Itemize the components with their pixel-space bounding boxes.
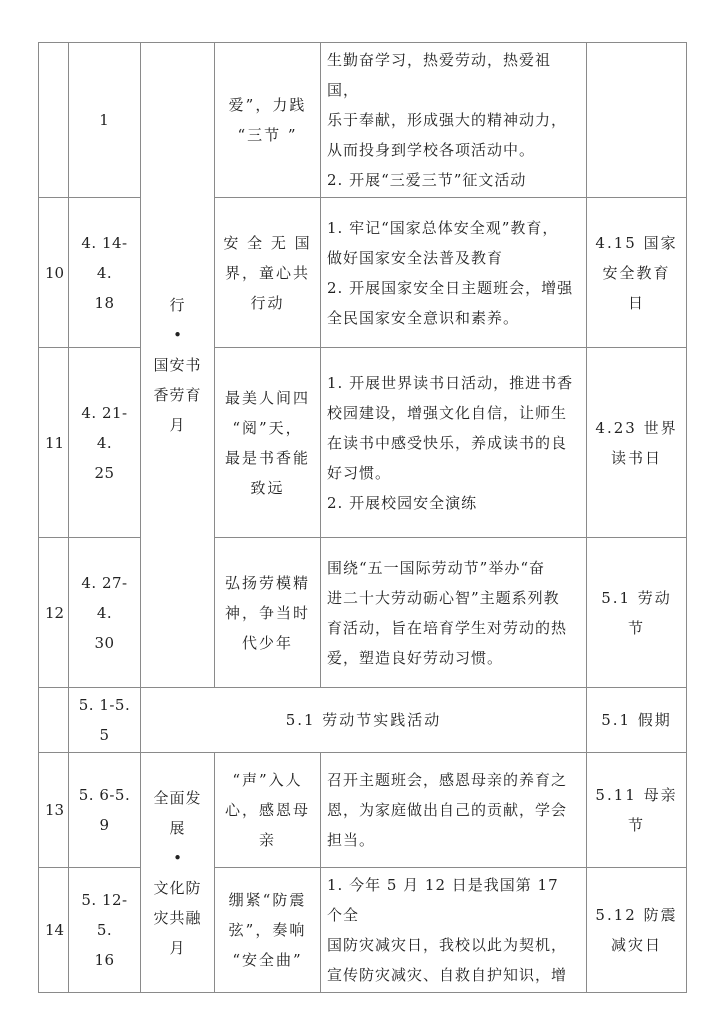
date-text: 5. 1-5. 5	[78, 696, 131, 744]
theme-text: 月	[169, 938, 186, 957]
date-cell	[69, 198, 141, 348]
content-cell	[321, 348, 587, 538]
table-row	[39, 538, 687, 688]
activity-cell	[215, 753, 321, 868]
theme-text: 月	[169, 416, 186, 434]
content-cell	[321, 43, 587, 198]
festival-cell	[587, 43, 687, 198]
festival-cell	[587, 538, 687, 688]
activity-text: 5.1 劳动节实践活动	[285, 711, 442, 729]
activity-text: 弦”，奏响	[228, 921, 307, 939]
content-text: 2. 开展校园安全演练	[327, 493, 478, 512]
activity-text: 弘扬劳模精	[224, 573, 310, 592]
date-text: 5. 6-5. 9	[78, 786, 131, 834]
theme-text: 文化防	[153, 878, 202, 897]
content-text: 1. 牢记“国家总体安全观”教育，	[327, 218, 559, 237]
festival-text: 4.15 国家	[595, 233, 678, 252]
theme-text: 灾共融	[153, 908, 202, 927]
date-text: 4. 27-4.	[81, 573, 128, 622]
table-row	[39, 198, 687, 348]
content-text: 1. 开展世界读书日活动，推进书香	[327, 373, 574, 392]
activity-text: 最美人间四	[224, 388, 310, 407]
theme-text: 全面发	[153, 788, 202, 807]
theme-dot: •	[173, 326, 182, 344]
content-cell	[321, 868, 587, 993]
content-text: 担当。	[327, 831, 376, 849]
date-text: 18	[94, 293, 115, 312]
activity-text: 致远	[250, 478, 285, 497]
activity-text: “声”入人	[232, 771, 303, 789]
theme-dot: •	[173, 848, 182, 867]
week-number: 13	[39, 753, 69, 868]
table-row	[39, 688, 687, 753]
festival-cell	[587, 348, 687, 538]
date-text: 4. 14-4.	[81, 233, 128, 282]
content-text: 2. 开展“三爱三节”征文活动	[327, 171, 527, 189]
week-cell	[39, 43, 69, 198]
content-text: 围绕“五一国际劳动节”举办“奋	[327, 558, 546, 577]
week-cell	[39, 688, 69, 753]
content-text: 国防灾减灾日，我校以此为契机，	[327, 936, 568, 954]
content-text: 宣传防灾减灾、自救自护知识，增	[327, 966, 568, 984]
content-text: 做好国家安全法普及教育	[327, 248, 504, 267]
activity-text: 心，感恩母	[224, 801, 310, 819]
festival-text: 读书日	[610, 448, 662, 467]
content-text: 乐于奉献，形成强大的精神动力，	[327, 111, 568, 129]
date-cell	[69, 868, 141, 993]
content-text: 1. 今年 5 月 12 日是我国第 17 个全	[327, 876, 559, 924]
content-cell	[321, 753, 587, 868]
content-cell	[321, 538, 587, 688]
festival-cell	[587, 198, 687, 348]
date-text: 30	[94, 633, 115, 652]
date-cell	[69, 348, 141, 538]
theme-text: 行	[169, 296, 186, 314]
content-text: 恩，为家庭做出自己的贡献，学会	[327, 801, 568, 819]
content-text: 进二十大劳动砺心智”主题系列教	[327, 588, 560, 607]
activity-text: 界，童心共	[224, 263, 310, 282]
content-text: 从而投身到学校各项活动中。	[327, 141, 536, 159]
festival-cell	[587, 868, 687, 993]
week-number: 12	[39, 538, 69, 688]
holiday-activity-cell	[141, 688, 587, 753]
content-text: 2. 开展国家安全日主题班会，增强	[327, 278, 574, 297]
week-number: 10	[39, 198, 69, 348]
festival-text: 日	[627, 293, 645, 312]
school-calendar-table	[38, 42, 687, 993]
festival-text: 5.1 假期	[601, 711, 672, 729]
activity-text: 绷紧“防震	[228, 891, 307, 909]
activity-cell	[215, 868, 321, 993]
table-row	[39, 348, 687, 538]
content-text: 生勤奋学习，热爱劳动，热爱祖国，	[327, 51, 552, 99]
theme-text: 香劳育	[153, 386, 202, 404]
activity-text: “安全曲”	[232, 951, 303, 969]
activity-text: 爱”，力践	[228, 96, 307, 114]
festival-text: 减灾日	[610, 936, 662, 954]
content-text: 召开主题班会，感恩母亲的养育之	[327, 771, 568, 789]
activity-cell	[215, 538, 321, 688]
table-row	[39, 753, 687, 868]
activity-text: 最是书香能	[224, 448, 310, 467]
date-cell	[69, 688, 141, 753]
date-text: 25	[94, 463, 115, 482]
week-number-cell	[69, 43, 141, 198]
activity-cell	[215, 43, 321, 198]
festival-text: 5.12 防震	[595, 906, 678, 924]
activity-text: 代少年	[241, 633, 293, 652]
theme-cell-april	[141, 43, 215, 688]
festival-cell	[587, 688, 687, 753]
activity-text: “三节 ”	[237, 126, 298, 144]
content-text: 好习惯。	[327, 463, 392, 482]
theme-text: 展	[169, 818, 186, 837]
content-cell	[321, 198, 587, 348]
festival-text: 5.1 劳动节	[601, 588, 672, 637]
festival-text: 安全教育	[602, 263, 671, 282]
content-text: 爱，塑造良好劳动习惯。	[327, 648, 504, 667]
theme-cell-may	[141, 753, 215, 993]
table-row	[39, 43, 687, 198]
festival-text: 5.11 母亲	[595, 786, 678, 804]
content-text: 全民国家安全意识和素养。	[327, 308, 520, 327]
festival-text: 节	[627, 816, 645, 834]
content-text: 在读书中感受快乐，养成读书的良	[327, 433, 568, 452]
festival-text: 4.23 世界	[595, 418, 678, 437]
week-number: 1	[99, 111, 110, 129]
date-text: 16	[94, 951, 115, 969]
content-text: 校园建设，增强文化自信，让师生	[327, 403, 568, 422]
activity-text: “阅”天，	[232, 418, 303, 437]
date-cell	[69, 538, 141, 688]
date-text: 5. 12-5.	[81, 891, 128, 939]
activity-text: 亲	[258, 831, 276, 849]
festival-cell	[587, 753, 687, 868]
activity-cell	[215, 198, 321, 348]
table-row	[39, 868, 687, 993]
date-cell	[69, 753, 141, 868]
activity-text: 安 全 无 国	[223, 233, 312, 252]
week-number: 14	[39, 868, 69, 993]
activity-text: 神，争当时	[224, 603, 310, 622]
content-text: 育活动，旨在培育学生对劳动的热	[327, 618, 568, 637]
activity-text: 行动	[250, 293, 285, 312]
activity-cell	[215, 348, 321, 538]
theme-text: 国安书	[153, 356, 202, 374]
date-text: 4. 21-4.	[81, 403, 128, 452]
week-number: 11	[39, 348, 69, 538]
